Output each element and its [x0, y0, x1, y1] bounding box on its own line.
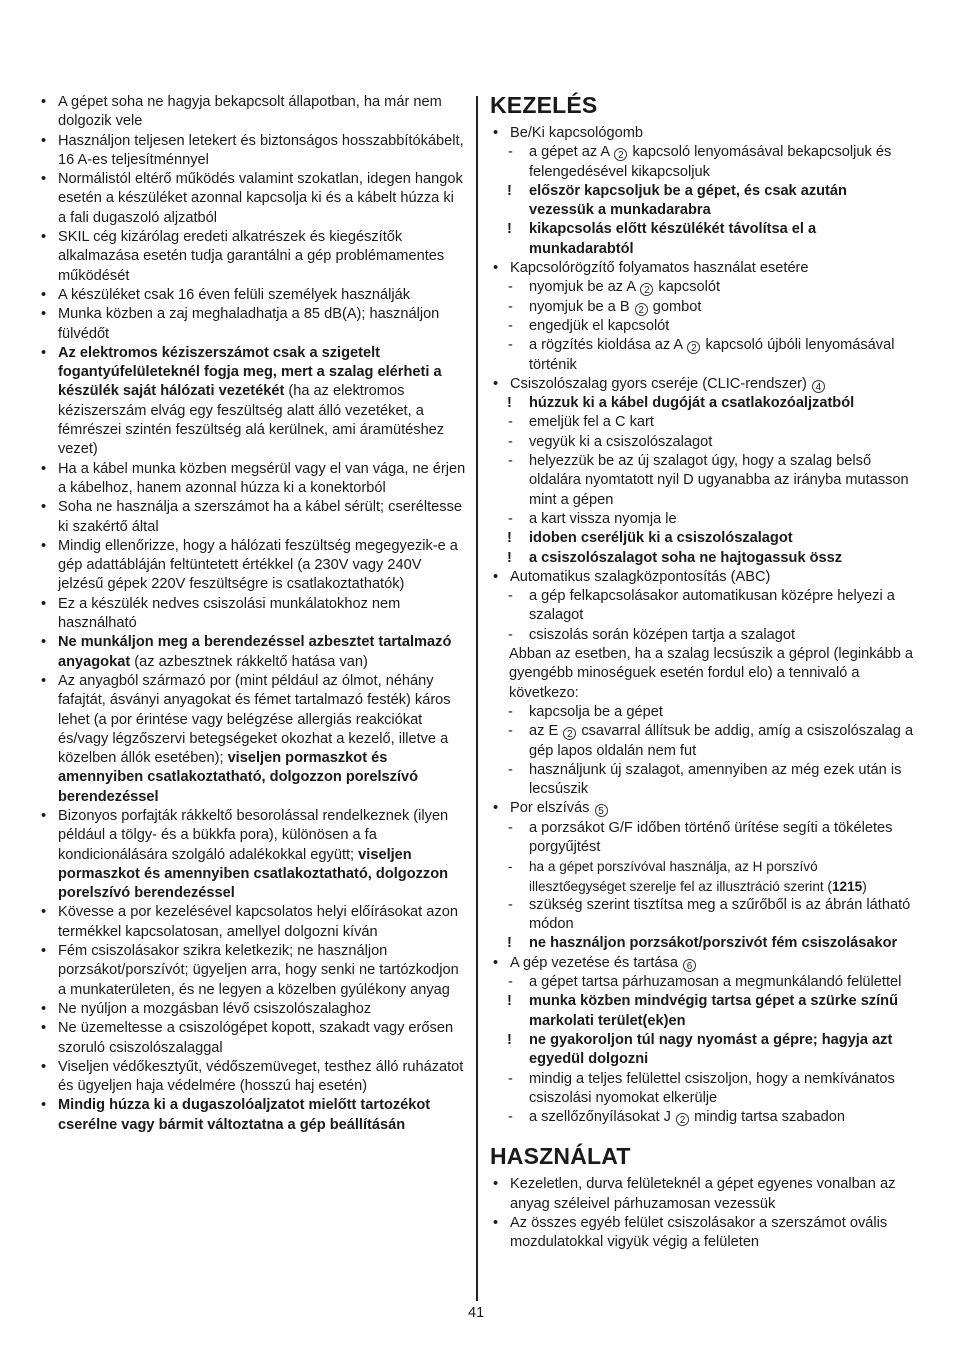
hasznalat-list [490, 1175, 914, 1252]
bullet-icon: • [41, 460, 47, 477]
item-text: használjunk új szalagot, amennyiben az még ezek után is lecsúszik [529, 761, 902, 798]
warning-item [490, 549, 914, 568]
item-text: A készüléket csak 16 éven felüli személyek használják [58, 286, 411, 303]
bullet-icon: • [41, 537, 47, 554]
bullet-icon: • [41, 1000, 47, 1017]
circled-number: 2 [676, 1113, 689, 1126]
dash-icon: - [508, 703, 513, 720]
dash-icon: - [508, 279, 513, 296]
sub-item [490, 1070, 914, 1109]
sub-item [490, 413, 914, 432]
dash-icon: - [508, 626, 513, 643]
item-text: Az anyagból származó por (mint például az ólmot, néhány fafajtát, ásványi anyagokat és fémet tartalmazó festék) káros lehet (a por érintése vagy belégzése allergiás reakciókat és/vagy légzőszervi betegségeket okozhat a kezelő, illetve a közelben állók esetében); [58, 672, 451, 767]
warning-item [490, 1031, 914, 1070]
bold-text: viseljen pormaszkot és amennyiben csatlakoztatható, dolgozzon porelszívó berendezéssel [58, 846, 449, 902]
circled-number: 2 [563, 727, 576, 740]
item-text: Soha ne használja a szerszámot ha a kábel sérült; cseréltesse ki szakértő által [58, 499, 462, 535]
sub-item [490, 1108, 914, 1127]
item-text: nyomjuk be a B [529, 298, 634, 315]
item-text: (ha az elektromos kéziszerszám elvág egy feszültség alatt álló vezetéket, a fémrészei szintén feszültség alá kerülnek, ami áramütéshez vezet) [58, 383, 445, 458]
list-item [38, 1019, 466, 1058]
list-item [38, 942, 466, 1000]
bullet-icon: • [41, 943, 47, 960]
item-text: a rögzítés kioldása az A [529, 337, 687, 354]
circled-number: 6 [683, 959, 696, 972]
dash-icon: - [508, 974, 513, 991]
bullet-icon: • [41, 634, 47, 651]
warning-mark-icon: ! [507, 935, 512, 952]
item-text: szükség szerint tisztítsa meg a szűrőből is az ábrán látható módon [529, 896, 911, 933]
sub-item [490, 510, 914, 529]
sub-item [490, 278, 914, 297]
item-text: kapcsolót [654, 279, 721, 296]
bullet-icon: • [493, 800, 499, 817]
item-text: Viseljen védőkesztyűt, védőszemüveget, testhez álló ruházatot és ügyeljen haja védelmére (hosszú haj esetén) [58, 1058, 464, 1095]
bullet-icon: • [41, 306, 47, 323]
item-text: A gép vezetése és tartása [510, 954, 682, 971]
warning-mark-icon: ! [507, 549, 512, 566]
dash-icon: - [508, 414, 513, 431]
bullet-icon: • [41, 595, 47, 612]
section-heading-hasznalat: HASZNÁLAT [490, 1143, 631, 1170]
warning-item [490, 934, 914, 953]
sub-item [490, 317, 914, 336]
bullet-icon: • [41, 499, 47, 516]
sub-item [490, 298, 914, 317]
warning-mark-icon: ! [507, 530, 512, 547]
warning-item [490, 992, 914, 1031]
item-text: mindig a teljes felülettel csiszoljon, hogy a nemkívánatos csiszolási nyomokat elkerülje [529, 1070, 895, 1106]
bullet-icon: • [41, 286, 47, 303]
circled-number: 5 [595, 804, 608, 817]
dash-icon: - [508, 298, 513, 315]
bullet-icon: • [493, 1215, 499, 1232]
circled-number: 2 [635, 303, 648, 316]
item-text: Ne üzemeltesse a csiszológépet kopott, szakadt vagy erősen szoruló csiszolószalaggal [58, 1020, 454, 1056]
item-text: a szellőzőnyílásokat J [529, 1109, 676, 1126]
bold-text: Az elektromos kéziszerszámot csak a szigetelt fogantyúfelületeknél fogja meg, mert a szalag elérheti a készülék saját hálózati vezetékét [58, 344, 442, 400]
warning-mark-icon: ! [507, 221, 512, 238]
bullet-icon: • [41, 344, 47, 361]
list-item [490, 954, 914, 973]
item-text: Ez a készülék nedves csiszolási munkálatokhoz nem használható [58, 595, 401, 632]
item-text: Abban az esetben, ha a szalag lecsúszik a géprol (leginkább a gyengébb minoséguek esetén fordul elo) a tennivaló a következo: [509, 646, 914, 701]
page-number: 41 [468, 1305, 485, 1321]
list-item [38, 228, 466, 286]
dash-icon: - [508, 819, 513, 836]
sub-item [490, 857, 914, 896]
sub-item [490, 722, 914, 761]
item-text: Kezeletlen, durva felületeknél a gépet egyenes vonalban az anyag széleivel párhuzamosan vezessük [510, 1176, 896, 1212]
sub-item [490, 433, 914, 452]
list-item [38, 305, 466, 344]
item-text: Automatikus szalagközpontosítás (ABC) [510, 568, 771, 585]
sub-item [490, 452, 914, 510]
list-item [38, 903, 466, 942]
circled-number: 2 [640, 283, 653, 296]
left-column [38, 93, 466, 1135]
bullet-icon: • [41, 904, 47, 921]
item-text: mindig tartsa szabadon [690, 1109, 845, 1126]
item-text: Munka közben a zaj meghaladhatja a 85 dB(A); használjon fülvédőt [58, 306, 440, 342]
warning-mark-icon: ! [507, 395, 512, 412]
item-text: engedjük el kapcsolót [529, 317, 670, 334]
bullet-icon: • [41, 171, 47, 188]
bold-text: 1215 [831, 878, 863, 894]
bold-text: idoben cseréljük ki a csiszolószalagot [529, 530, 793, 547]
dash-icon: - [508, 453, 513, 470]
item-text: a kart vissza nyomja le [529, 510, 677, 527]
bold-text: először kapcsoljuk be a gépet, és csak azután vezessük a munkadarabra [529, 182, 847, 219]
dash-icon: - [508, 1070, 513, 1087]
dash-icon: - [508, 761, 513, 778]
list-item [490, 259, 914, 278]
warning-item [490, 394, 914, 413]
list-item [490, 1175, 914, 1214]
bullet-icon: • [493, 1176, 499, 1193]
item-text: Az összes egyéb felület csiszolásakor a szerszámot ovális mozdulatokkal vigyük végig a felületen [510, 1215, 888, 1251]
dash-icon: - [508, 144, 513, 161]
item-text: kapcsolja be a gépet [529, 703, 663, 720]
circled-number: 2 [614, 148, 627, 161]
circled-number: 4 [812, 380, 825, 393]
item-text: a gépet tartsa párhuzamosan a megmunkálandó felülettel [529, 974, 902, 991]
sub-item [490, 896, 914, 935]
item-text: emeljük fel a C kart [529, 414, 654, 431]
warning-item [490, 529, 914, 548]
dash-icon: - [508, 337, 513, 354]
bold-text: viseljen pormaszkot és amennyiben csatlakoztatható, dolgozzon porelszívó berendezéssel [58, 750, 419, 805]
bullet-icon: • [41, 807, 47, 824]
dash-icon: - [508, 896, 513, 913]
list-item [38, 1058, 466, 1097]
list-item [38, 807, 466, 903]
bullet-icon: • [493, 375, 499, 392]
item-text: csavarral állítsuk be addig, amíg a csiszolószalag a gép lapos oldalán nem fut [529, 723, 914, 759]
sub-item [490, 973, 914, 992]
list-item [490, 799, 914, 818]
item-text: a gépet az A [529, 144, 614, 161]
right-column [490, 90, 914, 1253]
sub-item [490, 143, 914, 182]
item-text: ha a gépet porszívóval használja, az H porszívó illesztőegységet szerelje fel az illusztráció szerint ( [529, 859, 832, 894]
list-item [490, 375, 914, 394]
list-item [38, 537, 466, 595]
bullet-icon: • [41, 1020, 47, 1037]
dash-icon: - [508, 723, 513, 740]
bullet-icon: • [493, 568, 499, 585]
item-text: Kövesse a por kezelésével kapcsolatos helyi előírásokat azon termékkel kapcsolatosan, amellyel dolgozni kíván [58, 904, 458, 940]
item-text: Ne nyúljon a mozgásban lévő csiszolószalaghoz [58, 1000, 372, 1017]
dash-icon: - [508, 510, 513, 527]
item-text: ) [862, 878, 867, 894]
list-item [490, 1214, 914, 1253]
warning-mark-icon: ! [507, 1031, 512, 1048]
bullet-icon: • [493, 125, 499, 141]
item-text: Fém csiszolásakor szikra keletkezik; ne használjon porzsákot/porszívót; ügyeljen arra, hogy senki ne tartózkodjon a munkaterületen, és ne legyen a közelben gyúlékony anyag [58, 943, 459, 998]
bold-text: kikapcsolás előtt készülékét távolítsa el a munkadarabtól [529, 221, 817, 257]
item-text: SKIL cég kizárólag eredeti alkatrészek és kiegészítők alkalmazása esetén tudja garantálni a gép problémamentes működését [58, 229, 445, 284]
bold-text: húzzuk ki a kábel dugóját a csatlakozóaljzatból [529, 395, 855, 412]
sub-item [490, 761, 914, 800]
sub-item [490, 819, 914, 858]
item-text: kapcsoló lenyomásával bekapcsoljuk és felengedésével kikapcsoljuk [529, 144, 892, 180]
list-item [38, 672, 466, 807]
dash-icon: - [508, 859, 513, 875]
bold-text: Mindig húzza ki a dugaszolóaljzatot mielőtt tartozékot cserélne vagy bármit változtatna a gép beállításán [58, 1097, 431, 1133]
list-item [38, 460, 466, 499]
list-item [490, 124, 914, 143]
item-text: Por elszívás [510, 800, 594, 817]
bold-text: ne gyakoroljon túl nagy nyomást a gépre; hagyja azt egyedül dolgozni [529, 1031, 893, 1068]
item-text: Mindig ellenőrizze, hogy a hálózati feszültség megegyezik-e a gép adattábláján feltüntetett értékkel (a 230V vagy 240V jelzésű gépek 220V feszültségre is csatlakoztathatók) [58, 537, 458, 593]
list-item [490, 568, 914, 587]
item-text: nyomjuk be az A [529, 279, 640, 296]
item-text: a porzsákot G/F időben történő ürítése segíti a tökéletes porgyűjtést [529, 819, 893, 855]
item-text: Be/Ki kapcsológomb [510, 125, 644, 141]
warning-item [490, 220, 914, 259]
bullet-icon: • [41, 672, 47, 689]
dash-icon: - [508, 588, 513, 605]
bold-text: munka közben mindvégig tartsa gépet a szürke színű markolati terület(ek)en [529, 993, 898, 1029]
dash-icon: - [508, 433, 513, 450]
warning-mark-icon: ! [507, 182, 512, 199]
sub-item [490, 336, 914, 375]
list-item [38, 1096, 466, 1135]
section-heading-kezeles: KEZELÉS [490, 92, 598, 118]
note-text [490, 645, 914, 703]
bullet-icon: • [493, 260, 499, 277]
list-item [38, 286, 466, 305]
bullet-icon: • [41, 1097, 47, 1114]
sub-item [490, 703, 914, 722]
dash-icon: - [508, 317, 513, 334]
bold-text: Ne munkáljon meg a berendezéssel azbesztet tartalmazó anyagokat [58, 634, 452, 670]
list-item [38, 132, 466, 171]
sub-item [490, 626, 914, 645]
item-text: Ha a kábel munka közben megsérül vagy el van vága, ne érjen a kábelhoz, hanem azonnal húzza ki a konektorból [58, 460, 466, 496]
item-text: Csiszolószalag gyors cseréje (CLIC-rendszer) [510, 375, 811, 392]
column-divider [476, 96, 478, 1301]
list-item [38, 595, 466, 634]
item-text: gombot [648, 298, 702, 315]
kezeles-list [490, 124, 914, 1127]
item-text: helyezzük be az új szalagot úgy, hogy a szalag belső oldalára nyomtatott nyil D ugyanabba az irányba mutasson mint a gépen [529, 453, 909, 508]
item-text: Normálistól eltérő működés valamint szokatlan, idegen hangok esetén a készüléket azonnal kapcsolja ki és a kábelt húzza ki a fali dugaszoló aljzatból [58, 171, 463, 226]
item-text: csiszolás során középen tartja a szalagot [529, 626, 796, 643]
list-item [38, 633, 466, 672]
bullet-icon: • [493, 954, 499, 971]
item-text: vegyük ki a csiszolószalagot [529, 433, 713, 450]
item-text: a gép felkapcsolásakor automatikusan középre helyezi a szalagot [529, 588, 895, 624]
dash-icon: - [508, 1109, 513, 1126]
item-text: az E [529, 723, 563, 740]
list-item [38, 93, 466, 132]
list-item [38, 498, 466, 537]
bullet-icon: • [41, 94, 47, 110]
warning-mark-icon: ! [507, 993, 512, 1010]
item-text: (az azbesztnek rákkeltő hatása van) [130, 653, 368, 670]
item-text: A gépet soha ne hagyja bekapcsolt állapotban, ha már nem dolgozik vele [58, 94, 442, 130]
bold-text: a csiszolószalagot soha ne hajtogassuk össz [529, 549, 843, 566]
list-item [38, 1000, 466, 1019]
bullet-icon: • [41, 229, 47, 246]
list-item [38, 170, 466, 228]
bold-text: ne használjon porzsákot/porszivót fém csiszolásakor [529, 935, 898, 952]
bullet-icon: • [41, 132, 47, 149]
circled-number: 2 [687, 341, 700, 354]
bullet-icon: • [41, 1058, 47, 1075]
item-text: Használjon teljesen letekert és biztonságos hosszabbítókábelt, 16 A-es teljesítménnyel [58, 132, 464, 168]
warning-item [490, 182, 914, 221]
list-item [38, 344, 466, 460]
item-text: Kapcsolórögzítő folyamatos használat esetére [510, 260, 809, 277]
item-text: kapcsoló újbóli lenyomásával történik [529, 337, 895, 373]
item-text: Bizonyos porfajták rákkeltő besorolással rendelkeznek (ilyen például a tölgy- és a bükkfa pora), különösen a fa kondicionálására szolgáló adalékokkal együtt; [58, 807, 449, 863]
sub-item [490, 587, 914, 626]
